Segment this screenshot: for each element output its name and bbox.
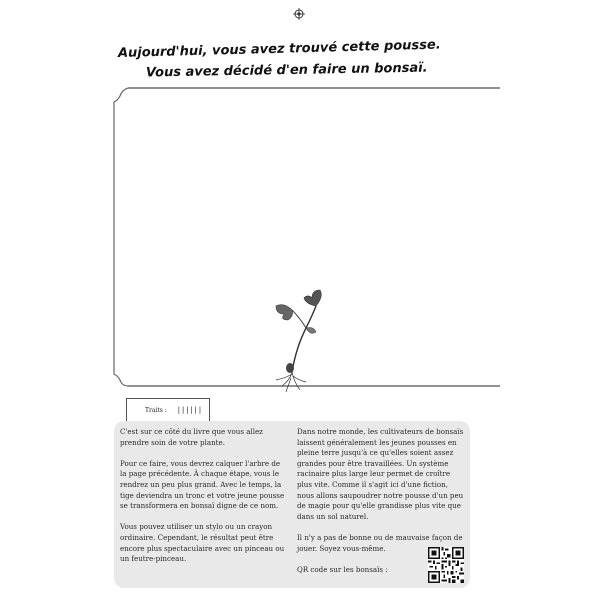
seedling-illustration xyxy=(262,288,322,392)
paragraph: Il n'y a pas de bonne ou de mauvaise façon de jouer. Soyez vous-même. xyxy=(297,532,463,553)
paragraph: Vous pouvez utiliser un stylo ou un crayon ordinaire. Cependant, le résultat peut être encore plus spectaculaire avec un pinceau ou un feutre-pinceau. xyxy=(120,522,285,564)
traits-box xyxy=(126,398,210,422)
traits-tally: |||||| xyxy=(176,406,203,414)
qr-caption: QR code sur les bonsaïs : xyxy=(297,564,388,574)
instructions-left-column xyxy=(120,427,288,575)
paragraph: Pour ce faire, vous devrez calquer l'arbre de la page précédente. À chaque étape, vous le rendrez un peu plus grand. Avec le temps, la tige deviendra un tronc et votre jeune pousse se transformera en bonsaï digne de ce nom. xyxy=(120,458,285,511)
title-line-2: Vous avez décidé d'en faire un bonsaï. xyxy=(145,60,428,81)
page-title xyxy=(117,37,448,84)
traits-label: Traits : xyxy=(145,406,167,414)
paragraph: C'est sur ce côté du livre que vous allez prendre soin de votre plante. xyxy=(120,427,263,447)
qr-code-icon[interactable] xyxy=(428,547,464,583)
paragraph: Dans notre monde, les cultivateurs de bonsaïs laissent généralement les jeunes pousses en pleine terre jusqu'à ce qu'elles soient assez grandes pour être travaillées. Un système racinaire plus large leur permet de croître plus vite. Comme il s'agit ici d'une fiction, nous allons saupoudrer notre pousse d'un peu de magie pour qu'elle grandisse plus vite que dans un sol naturel. xyxy=(297,427,464,521)
registration-mark-icon xyxy=(293,8,305,20)
title-line-1: Aujourd'hui, vous avez trouvé cette pousse. xyxy=(117,37,441,61)
